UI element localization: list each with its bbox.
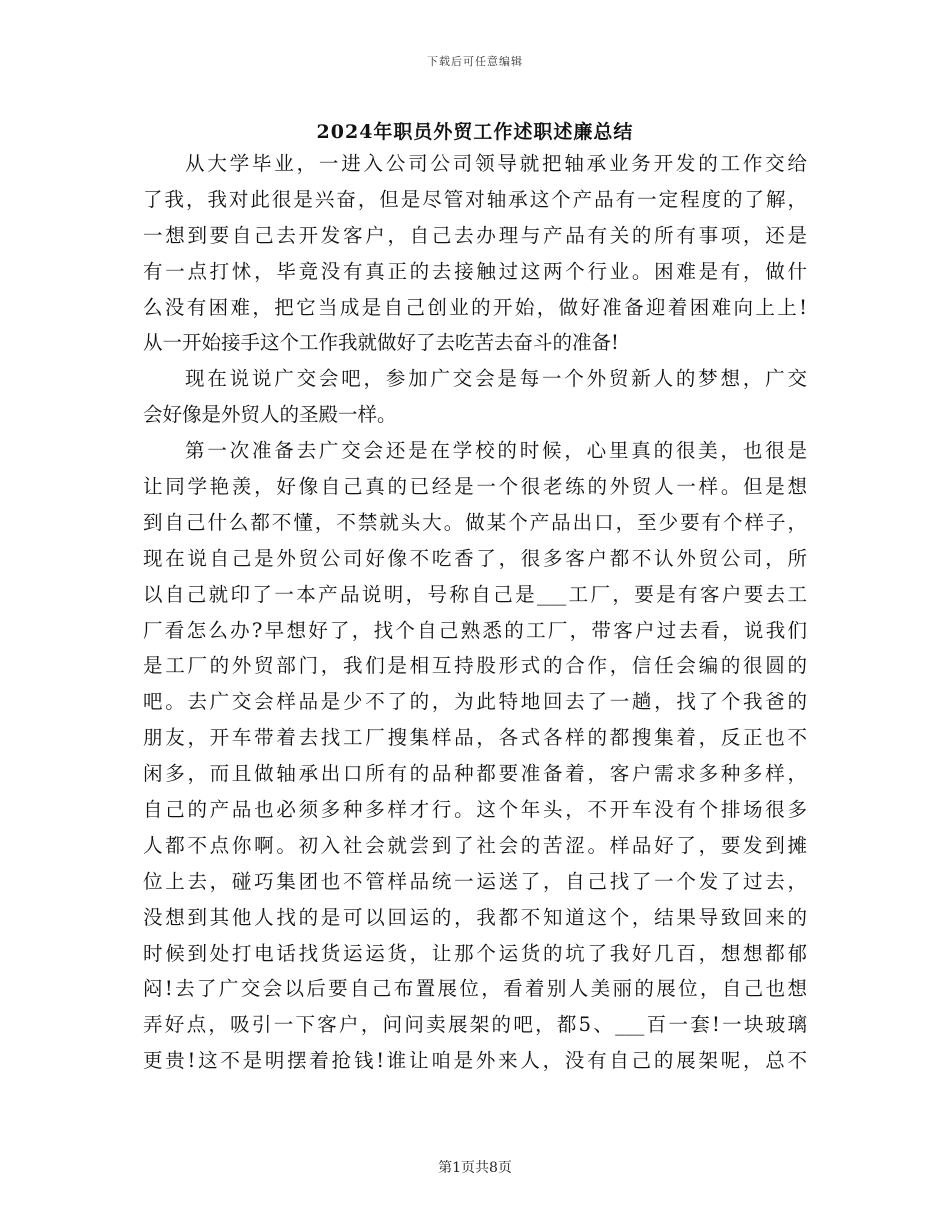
- body-line: 位上去，碰巧集团也不管样品统一运送了，自己找了一个发了过去，: [143, 869, 807, 893]
- body-line: 了我，我对此很是兴奋，但是尽管对轴承这个产品有一定程度的了解，: [143, 187, 807, 211]
- body-line: 闲多，而且做轴承出口所有的品种都要准备着，客户需求多种多样，: [143, 762, 807, 786]
- body-line: 时候到处打电话找货运运货，让那个运货的坑了我好几百，想想都郁: [143, 941, 807, 965]
- body-line: 会好像是外贸人的圣殿一样。: [143, 403, 397, 427]
- body-line: 朋友，开车带着去找工厂搜集样品，各式各样的都搜集着，反正也不: [143, 726, 807, 750]
- body-line: 厂看怎么办?早想好了，找个自己熟悉的工厂，带客户过去看，说我们: [143, 618, 807, 642]
- body-line: 吧。去广交会样品是少不了的，为此特地回去了一趟，找了个我爸的: [143, 690, 807, 714]
- body-line: 弄好点，吸引一下客户，问问卖展架的吧，都5、___百一套!一块玻璃: [143, 1013, 807, 1037]
- body-line: 更贵!这不是明摆着抢钱!谁让咱是外来人，没有自己的展架呢，总不: [143, 1049, 807, 1073]
- body-line: 没想到其他人找的是可以回运的，我都不知道这个，结果导致回来的: [143, 905, 807, 929]
- body-line: 么没有困难，把它当成是自己创业的开始，做好准备迎着困难向上上!: [143, 295, 807, 319]
- body-line: 现在说自己是外贸公司好像不吃香了，很多客户都不认外贸公司，所: [143, 546, 807, 570]
- page-number-footer: 第1页共8页: [438, 1160, 512, 1176]
- body-line: 有一点打怵，毕竟没有真正的去接触过这两个行业。困难是有，做什: [143, 259, 807, 283]
- body-line: 第一次准备去广交会还是在学校的时候，心里真的很美，也很是: [185, 439, 807, 463]
- document-body: [143, 146, 807, 1079]
- document-title: 2024年职员外贸工作述职述廉总结: [316, 121, 634, 143]
- body-line: 现在说说广交会吧，参加广交会是每一个外贸新人的梦想，广交: [185, 367, 807, 391]
- body-line: 自己的产品也必须多种多样才行。这个年头，不开车没有个排场很多: [143, 798, 807, 822]
- body-line: 人都不点你啊。初入社会就尝到了社会的苦涩。样品好了，要发到摊: [143, 833, 807, 857]
- body-line: 是工厂的外贸部门，我们是相互持股形式的合作，信任会编的很圆的: [143, 654, 807, 678]
- body-line: 从大学毕业，一进入公司公司领导就把轴承业务开发的工作交给: [185, 152, 807, 175]
- page-header-note: 下载后可任意编辑: [427, 55, 523, 68]
- body-line: 闷!去了广交会以后要自己布置展位，看着别人美丽的展位，自己也想: [143, 977, 807, 1001]
- body-line: 一想到要自己去开发客户，自己去办理与产品有关的所有事项，还是: [143, 223, 807, 247]
- body-line: 到自己什么都不懂，不禁就头大。做某个产品出口，至少要有个样子，: [143, 510, 807, 534]
- body-line: 以自己就印了一本产品说明，号称自己是___工厂，要是有客户要去工: [143, 582, 807, 606]
- body-line: 从一开始接手这个工作我就做好了去吃苦去奋斗的准备!: [143, 331, 619, 355]
- body-line: 让同学艳羡，好像自己真的已经是一个很老练的外贸人一样。但是想: [143, 475, 807, 499]
